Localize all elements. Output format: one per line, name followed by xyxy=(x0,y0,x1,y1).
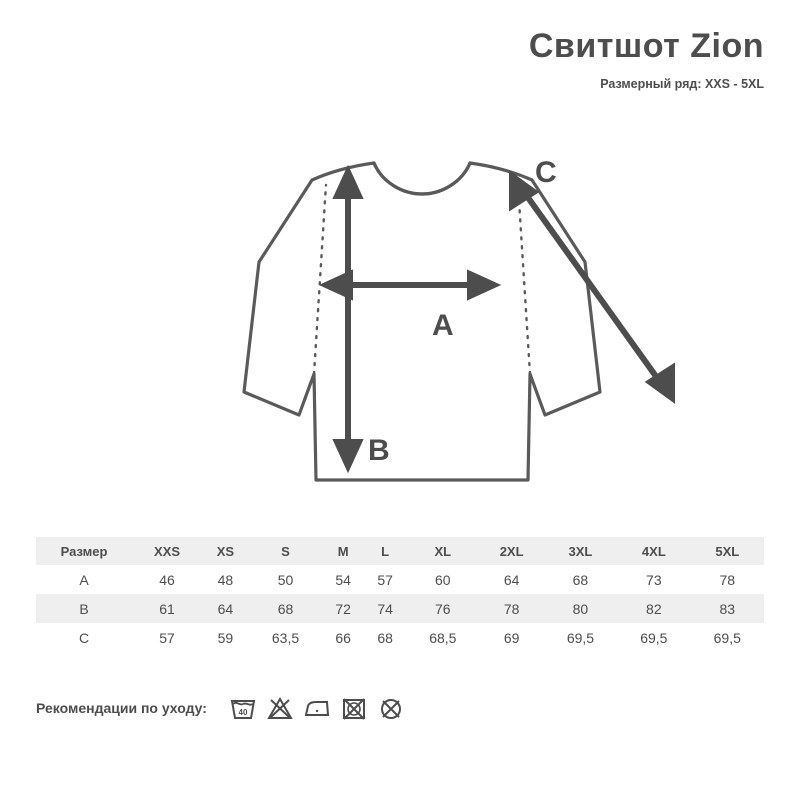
garment-illustration xyxy=(130,130,690,520)
no-tumble-dry-icon xyxy=(340,694,368,722)
cell-a-5xl: 78 xyxy=(719,572,736,588)
column-header-xl: XL xyxy=(434,544,452,559)
table-row xyxy=(36,565,764,594)
cell-b-5xl: 83 xyxy=(719,601,736,617)
cell-a-xl: 60 xyxy=(435,572,451,588)
cell-c-s: 63,5 xyxy=(271,630,300,646)
cell-c-4xl: 69,5 xyxy=(640,630,668,646)
table-row xyxy=(36,623,764,652)
cell-c-3xl: 69,5 xyxy=(566,630,595,646)
cell-c-xxs: 57 xyxy=(159,630,175,646)
care-label: Рекомендации по уходу: xyxy=(36,700,207,716)
label-b: B xyxy=(368,434,390,467)
column-header-m: M xyxy=(337,544,349,559)
cell-c-2xl: 69 xyxy=(503,630,520,646)
cell-b-m: 72 xyxy=(335,601,351,617)
cell-c-5xl: 69,5 xyxy=(713,630,741,646)
cell-a-2xl: 64 xyxy=(503,572,520,588)
column-header-l: L xyxy=(381,544,390,559)
size-range-subtitle: Размерный ряд: XXS - 5XL xyxy=(600,77,764,92)
column-header-2xl: 2XL xyxy=(499,544,524,559)
page-title: Свитшот Zion xyxy=(528,27,764,65)
column-header-3xl: 3XL xyxy=(568,544,593,559)
cell-c-xs: 59 xyxy=(217,630,234,646)
row-label-b: B xyxy=(79,601,89,617)
cell-c-l: 68 xyxy=(377,630,393,646)
size-table xyxy=(36,537,764,652)
cell-a-3xl: 68 xyxy=(572,572,589,588)
cell-a-l: 57 xyxy=(377,572,393,588)
column-header-xs: XS xyxy=(216,544,235,559)
cell-a-4xl: 73 xyxy=(646,572,662,588)
no-bleach-icon xyxy=(266,694,294,722)
row-label-c: C xyxy=(78,630,90,646)
label-c: C xyxy=(535,156,557,189)
cell-c-m: 66 xyxy=(335,630,351,646)
cell-b-xxs: 61 xyxy=(159,601,175,617)
wash-temp-text: 40 xyxy=(238,708,248,717)
column-header-size: Размер xyxy=(60,544,108,559)
column-header-5xl: 5XL xyxy=(715,544,740,559)
cell-a-s: 50 xyxy=(277,572,294,588)
cell-b-xl: 76 xyxy=(435,601,451,617)
wash-40-icon xyxy=(229,694,257,722)
header xyxy=(529,28,764,91)
cell-a-m: 54 xyxy=(335,572,351,588)
cell-b-4xl: 82 xyxy=(646,601,662,617)
size-table-head xyxy=(36,537,764,565)
table-header-row xyxy=(36,537,764,565)
care-icon-list xyxy=(229,694,405,722)
cell-a-xxs: 46 xyxy=(159,572,175,588)
cell-c-xl: 68,5 xyxy=(429,630,457,646)
cell-b-2xl: 78 xyxy=(503,601,520,617)
cell-b-l: 74 xyxy=(377,601,393,617)
cell-b-xs: 64 xyxy=(217,601,234,617)
iron-low-icon xyxy=(303,694,331,722)
no-dry-clean-icon xyxy=(377,694,405,722)
column-header-xxs: XXS xyxy=(154,544,181,559)
care-instructions xyxy=(36,694,405,722)
row-label-a: A xyxy=(79,572,89,588)
column-header-4xl: 4XL xyxy=(641,544,666,559)
table-row xyxy=(36,594,764,623)
size-table-body xyxy=(36,565,764,652)
cell-a-xs: 48 xyxy=(217,572,234,588)
cell-b-3xl: 80 xyxy=(572,601,589,617)
label-a: A xyxy=(432,309,454,342)
cell-b-s: 68 xyxy=(277,601,294,617)
column-header-s: S xyxy=(281,544,290,559)
